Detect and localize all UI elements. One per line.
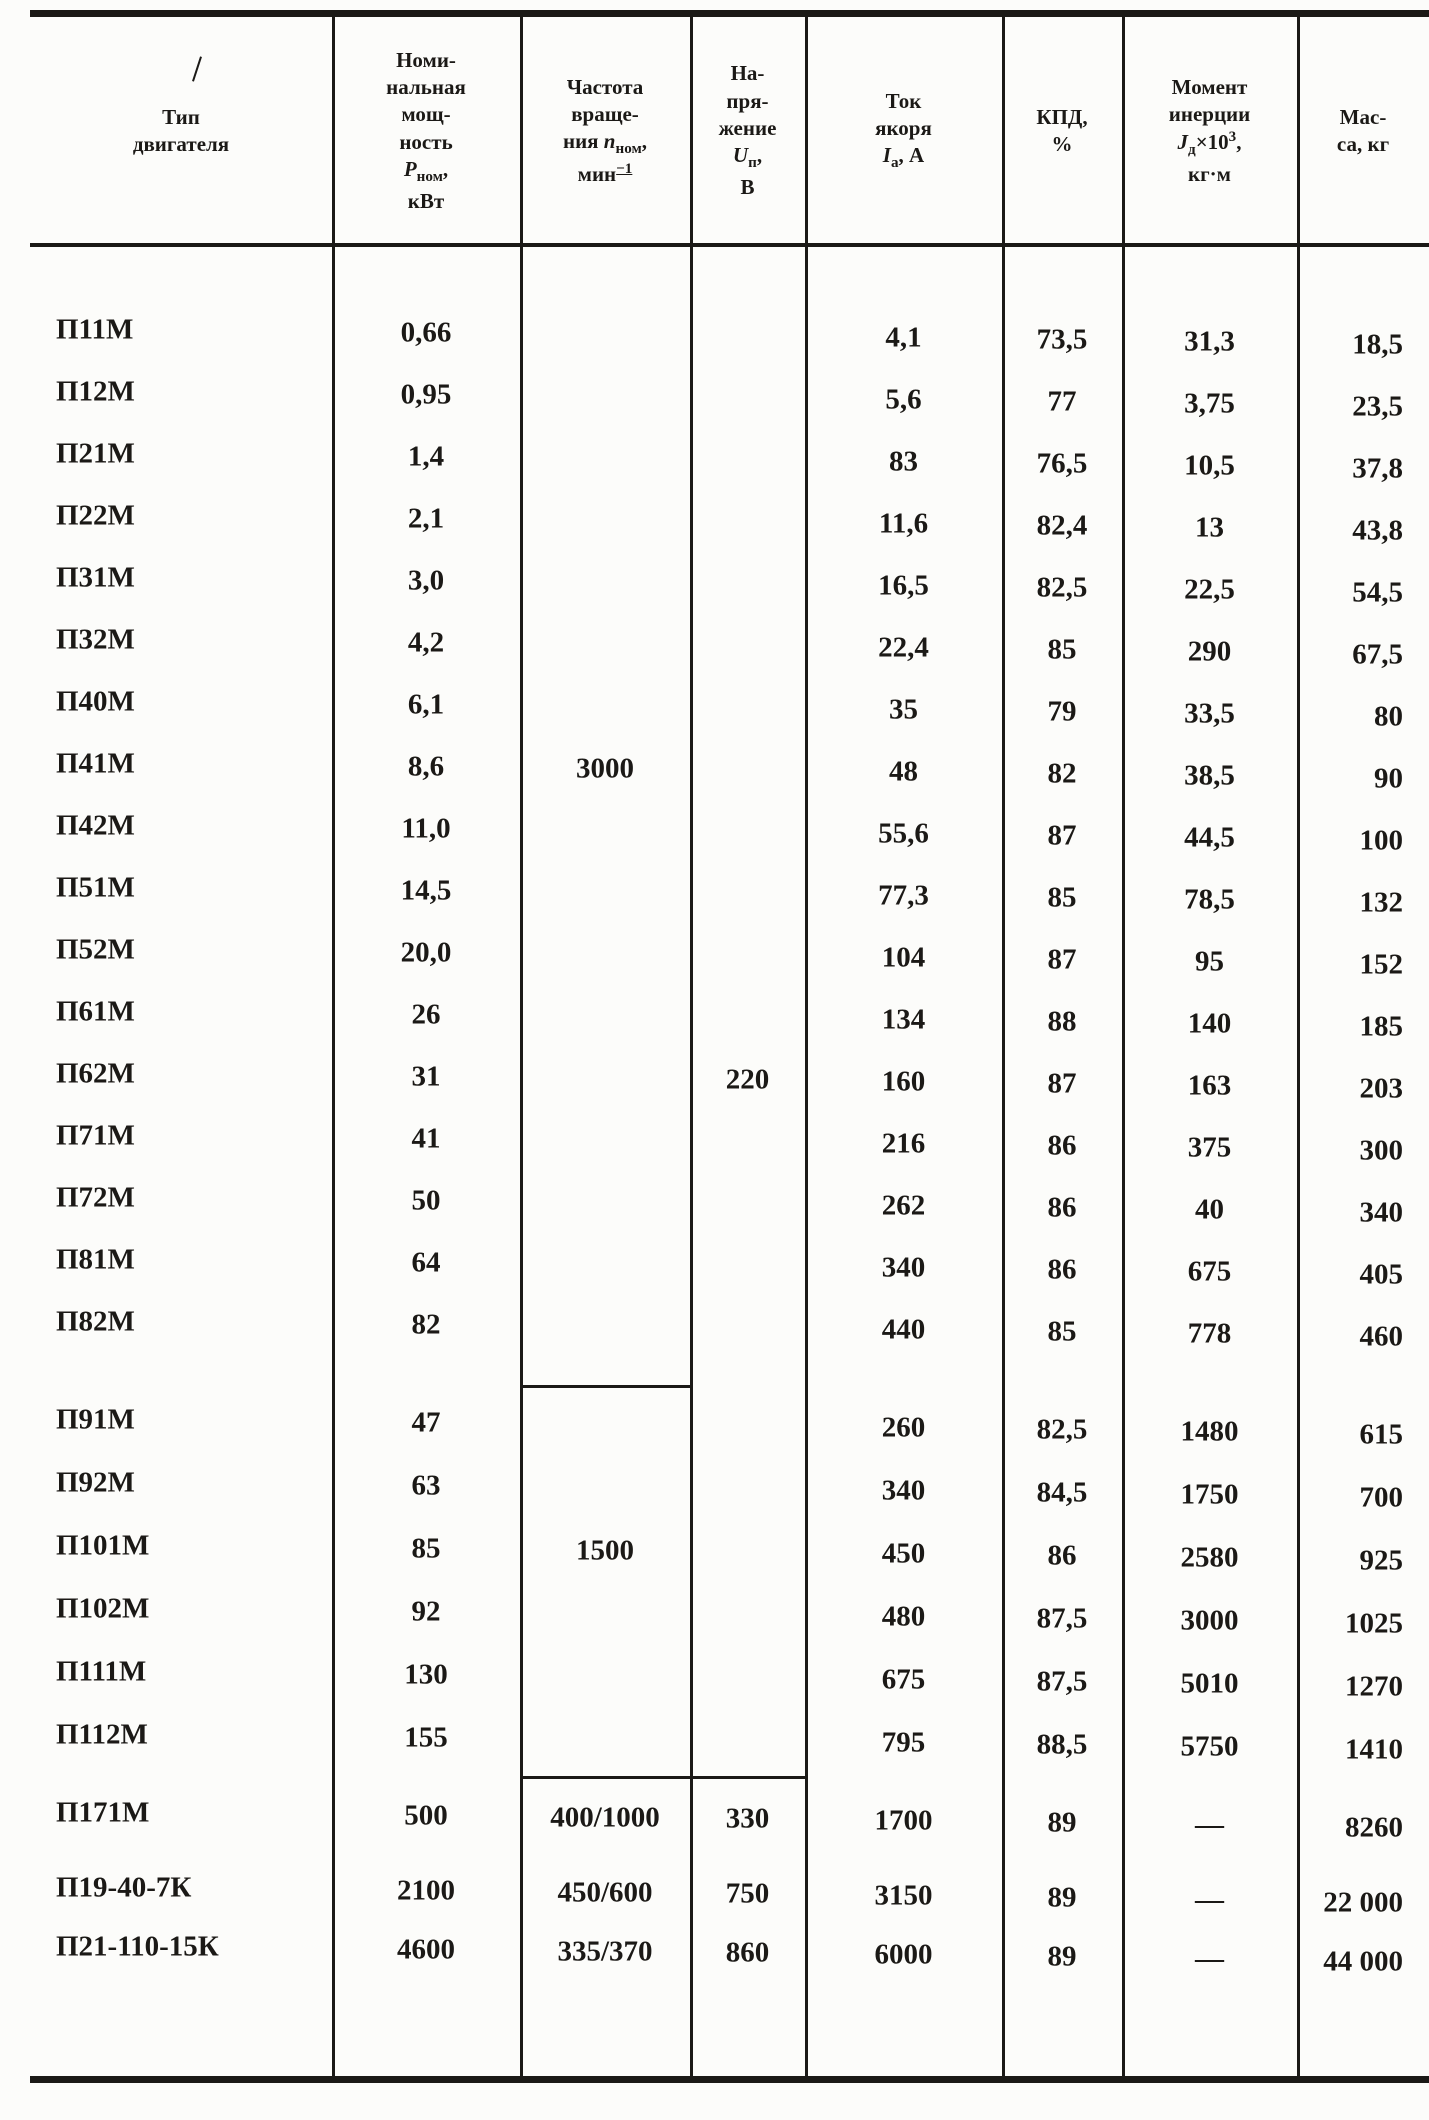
header-line: В [740,175,755,200]
header-cell-power [332,26,520,236]
cell-mass: 90 [1374,762,1403,795]
cell-type: П171М [56,1796,150,1829]
cell-inertia-moment: 375 [1187,1131,1232,1164]
cell-inertia-moment: 5750 [1180,1730,1239,1763]
cell-power: 14,5 [400,874,452,907]
header-line: мин$^{-1}$ [577,161,633,187]
header-cell-freq [520,26,690,236]
cell-type: П22М [56,499,135,532]
cell-armature-current: 1700 [874,1804,933,1837]
cell-mass: 405 [1359,1258,1403,1291]
merged-cell-frequency-3000: 3000 [576,752,634,785]
cell-mass: 18,5 [1352,328,1403,361]
cell-type: П82М [56,1305,135,1338]
cell-type: П12М [56,375,135,408]
cell-efficiency: 87 [1047,943,1077,976]
cell-mass: 22 000 [1323,1886,1403,1919]
cell-type: П112М [56,1718,148,1751]
cell-mass: 925 [1359,1544,1403,1577]
header-line: Частота [566,74,644,99]
cell-power: 20,0 [400,936,452,969]
header-line: $I_а$, А [882,143,925,172]
header-line: кг·м [1188,162,1231,187]
cell-efficiency: 86 [1047,1129,1077,1162]
cell-type: П111М [56,1655,147,1688]
cell-efficiency: 89 [1047,1806,1077,1839]
cell-type: П11М [56,313,134,346]
cell-efficiency: 84,5 [1036,1476,1088,1509]
header-cell-current [805,26,1002,236]
cell-type: П52М [56,933,135,966]
cell-armature-current: 5,6 [885,383,922,416]
cell-inertia-moment: 3,75 [1184,387,1235,420]
cell-power: 64 [411,1246,441,1279]
cell-efficiency: 88,5 [1036,1728,1088,1761]
cell-inertia-moment: 31,3 [1184,325,1235,358]
cell-efficiency: 88 [1047,1005,1077,1038]
cell-inertia-moment: 5010 [1180,1667,1239,1700]
header-line: На- [730,61,765,86]
header-line: жение [718,116,777,141]
cell-armature-current: 22,4 [878,631,929,664]
cell-power: 0,95 [400,378,452,411]
cell-inertia-moment: — [1195,1883,1224,1916]
cell-armature-current: 6000 [874,1938,933,1971]
cell-type: П31М [56,561,135,594]
cell-inertia-moment: 95 [1195,945,1224,978]
header-line: КПД, [1036,104,1088,129]
divider-freq-volt-bottom [523,1776,805,1779]
cell-efficiency: 73,5 [1036,323,1088,356]
header-line: Тип [162,104,200,129]
cell-armature-current: 340 [881,1474,926,1507]
cell-armature-current: 260 [881,1411,926,1444]
cell-inertia-moment: 40 [1195,1193,1224,1226]
cell-inertia-moment: — [1195,1808,1224,1841]
cell-mass: 615 [1359,1418,1403,1451]
cell-inertia-moment: 163 [1187,1069,1232,1102]
cell-power: 4,2 [407,626,445,659]
col-line-freq [520,14,523,2076]
header-cell-type [30,26,332,236]
cell-armature-current: 134 [881,1003,926,1036]
cell-efficiency: 87,5 [1036,1602,1088,1635]
cell-efficiency: 82 [1047,757,1077,790]
cell-frequency: 400/1000 [550,1801,660,1834]
cell-inertia-moment: 44,5 [1184,821,1235,854]
cell-efficiency: 85 [1047,633,1077,666]
cell-mass: 67,5 [1352,638,1403,671]
cell-type: П102М [56,1592,150,1625]
cell-efficiency: 85 [1047,881,1077,914]
cell-inertia-moment: — [1195,1942,1224,1975]
cell-inertia-moment: 778 [1187,1317,1232,1350]
cell-type: П51М [56,871,135,904]
cell-type: П81М [56,1243,135,1276]
cell-power: 85 [411,1532,441,1565]
cell-power: 8,6 [407,750,445,783]
cell-power: 47 [411,1406,441,1439]
cell-power: 2100 [397,1874,455,1907]
cell-type: П21М [56,437,135,470]
cell-type: П62М [56,1057,135,1090]
cell-type: П40М [56,685,135,718]
cell-power: 0,66 [400,316,452,349]
cell-power: 63 [411,1469,441,1502]
cell-mass: 203 [1359,1072,1403,1105]
merged-cell-voltage-220: 220 [725,1063,770,1096]
cell-efficiency: 77 [1047,385,1077,418]
cell-armature-current: 104 [881,941,926,974]
cell-mass: 1025 [1345,1607,1403,1640]
cell-power: 155 [404,1721,448,1754]
cell-mass: 44 000 [1323,1945,1403,1978]
rule-bottom [30,2076,1429,2083]
cell-mass: 37,8 [1352,452,1403,485]
cell-type: П101М [56,1529,150,1562]
header-line: враще- [571,101,639,126]
cell-efficiency: 86 [1047,1191,1077,1224]
cell-power: 1,4 [407,440,445,473]
cell-mass: 1410 [1345,1733,1403,1766]
cell-efficiency: 86 [1047,1539,1077,1572]
header-cell-mass [1297,26,1429,236]
cell-mass: 43,8 [1352,514,1403,547]
header-line: са, кг [1336,132,1390,156]
cell-frequency: 450/600 [557,1876,653,1909]
cell-power: 92 [411,1595,441,1628]
cell-armature-current: 3150 [874,1879,933,1912]
cell-power: 3,0 [407,564,445,597]
cell-efficiency: 86 [1047,1253,1077,1286]
header-line: пря- [726,88,769,113]
cell-efficiency: 79 [1047,695,1077,728]
cell-efficiency: 89 [1047,1940,1077,1973]
cell-armature-current: 160 [881,1065,926,1098]
header-line: инерции [1168,101,1251,126]
cell-power: 82 [411,1308,441,1341]
cell-inertia-moment: 13 [1195,511,1224,544]
header-line: якоря [875,116,932,141]
cell-power: 41 [411,1122,441,1155]
cell-inertia-moment: 3000 [1180,1604,1239,1637]
cell-armature-current: 83 [889,445,918,478]
header-line: нальная [386,75,466,100]
header-line: кВт [407,188,445,213]
cell-type: П41М [56,747,135,780]
header-line: Мас- [1339,104,1387,129]
cell-inertia-moment: 1480 [1180,1415,1239,1448]
cell-mass: 132 [1359,886,1403,919]
header-line: % [1051,132,1073,156]
cell-armature-current: 450 [881,1537,926,1570]
header-line: ния $n_{ном}$, [562,129,647,158]
cell-armature-current: 340 [881,1251,926,1284]
header-line: $J_д\times 10^3$, [1177,129,1242,159]
cell-power: 11,0 [401,812,451,845]
cell-armature-current: 55,6 [878,817,929,850]
cell-inertia-moment: 33,5 [1184,697,1235,730]
cell-mass: 700 [1359,1481,1403,1514]
header-line: мощ- [401,102,451,127]
cell-armature-current: 11,6 [878,507,929,540]
divider-frequency-blocks [523,1385,690,1388]
cell-type: П92М [56,1466,135,1499]
header-line: Момент [1171,74,1248,99]
header-line: ность [399,129,453,154]
header-cell-kpd [1002,26,1122,236]
cell-armature-current: 262 [881,1189,926,1222]
cell-power: 2,1 [407,502,445,535]
rule-top [30,10,1429,17]
cell-efficiency: 87 [1047,819,1077,852]
cell-power: 130 [404,1658,448,1691]
cell-type: П91М [56,1403,135,1436]
cell-inertia-moment: 290 [1187,635,1232,668]
cell-inertia-moment: 38,5 [1184,759,1235,792]
cell-type: П61М [56,995,135,1028]
cell-efficiency: 82,5 [1036,571,1088,604]
cell-inertia-moment: 2580 [1180,1541,1239,1574]
cell-armature-current: 48 [889,755,918,788]
col-line-mass [1297,14,1300,2076]
cell-type: П71М [56,1119,135,1152]
cell-efficiency: 87,5 [1036,1665,1088,1698]
header-line: Номи- [396,47,456,72]
cell-type: П19-40-7К [56,1871,192,1904]
col-line-volt [690,14,693,2076]
cell-power: 31 [411,1060,441,1093]
cell-inertia-moment: 1750 [1180,1478,1239,1511]
cell-mass: 152 [1359,948,1403,981]
cell-inertia-moment: 675 [1187,1255,1232,1288]
cell-armature-current: 440 [881,1313,926,1346]
cell-power: 4600 [397,1933,455,1966]
cell-mass: 185 [1359,1010,1403,1043]
cell-inertia-moment: 140 [1187,1007,1232,1040]
cell-mass: 300 [1359,1134,1403,1167]
cell-efficiency: 85 [1047,1315,1077,1348]
cell-armature-current: 16,5 [878,569,929,602]
cell-power: 50 [411,1184,441,1217]
cell-mass: 80 [1374,700,1403,733]
header-line: Ток [885,88,922,113]
cell-efficiency: 89 [1047,1881,1077,1914]
rule-header-bottom [30,243,1429,247]
cell-armature-current: 216 [881,1127,926,1160]
merged-cell-frequency-1500: 1500 [576,1534,634,1567]
cell-armature-current: 77,3 [878,879,929,912]
cell-efficiency: 82,5 [1036,1413,1088,1446]
cell-frequency: 335/370 [557,1935,653,1968]
col-line-moment [1122,14,1125,2076]
cell-mass: 100 [1359,824,1403,857]
cell-armature-current: 480 [881,1600,926,1633]
cell-voltage: 750 [725,1877,770,1910]
cell-mass: 23,5 [1352,390,1403,423]
cell-inertia-moment: 10,5 [1184,449,1235,482]
cell-mass: 340 [1359,1196,1403,1229]
cell-efficiency: 76,5 [1036,447,1088,480]
col-line-kpd [1002,14,1005,2076]
cell-armature-current: 675 [881,1663,926,1696]
cell-mass: 8260 [1345,1811,1403,1844]
header-line: $U_п$, [732,143,763,172]
cell-mass: 460 [1359,1320,1403,1353]
cell-mass: 1270 [1345,1670,1403,1703]
cell-type: П32М [56,623,135,656]
cell-armature-current: 795 [881,1726,926,1759]
cell-power: 26 [411,998,441,1031]
header-cell-moment [1122,26,1297,236]
cell-type: П72М [56,1181,135,1214]
cell-type: П21-110-15К [56,1930,219,1963]
cell-type: П42М [56,809,135,842]
cell-mass: 54,5 [1352,576,1403,609]
cell-inertia-moment: 22,5 [1184,573,1235,606]
cell-power: 6,1 [407,688,445,721]
cell-power: 500 [404,1799,448,1832]
cell-efficiency: 87 [1047,1067,1077,1100]
header-cell-volt [690,26,805,236]
cell-voltage: 860 [725,1936,770,1969]
cell-efficiency: 82,4 [1036,509,1088,542]
cell-voltage: 330 [725,1802,770,1835]
cell-armature-current: 4,1 [885,321,922,354]
header-line: $Р_{ном}$, [403,157,449,186]
cell-inertia-moment: 78,5 [1184,883,1235,916]
header-line: двигателя [132,132,230,156]
cell-armature-current: 35 [889,693,918,726]
